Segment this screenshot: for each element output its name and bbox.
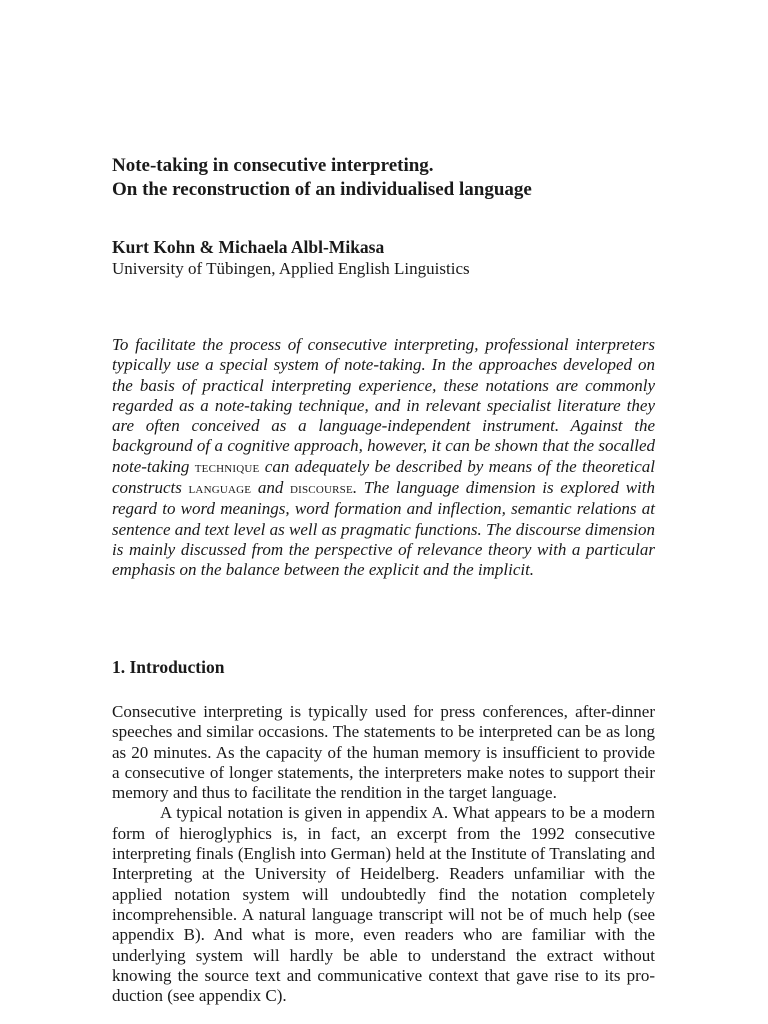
title-line-2: On the reconstruction of an individualised language bbox=[112, 179, 532, 200]
abstract-text-1: To facilitate the process of consecutive interpreting, professional interpreters typically use a special system of note-taking. In the approaches developed on the basis of practical interpreting experience, these notations are commonly regarded as a note-taking technique, and in relevant specialist literature they are often conceived as a language-independent instrument. Against the background of a cognitive approach, however, it can be shown that the socalled note-taking bbox=[112, 335, 655, 476]
paper-title bbox=[112, 154, 655, 202]
abstract-term-language: language bbox=[188, 481, 252, 498]
section-body bbox=[112, 702, 655, 1006]
abstract-text-4: . The language dimension is explored with regard to word meanings, word formation and inflection, semantic relations at sentence and text level as well as pragmatic functions. The discourse dimension is mainly discussed from the perspective of relevance theory with a particular emphasis on the balance between the explicit and the implicit. bbox=[112, 478, 656, 580]
abstract-text-2: can adequately be described by means of the theoretical constructs bbox=[112, 456, 655, 498]
abstract-text-3: and bbox=[251, 478, 290, 498]
paper-authors: Kurt Kohn & Michaela Albl-Mikasa bbox=[112, 237, 385, 257]
abstract-term-technique: technique bbox=[194, 459, 260, 476]
paper-abstract bbox=[112, 335, 655, 581]
section-heading: 1. Introduction bbox=[112, 657, 225, 677]
abstract-term-discourse: discourse bbox=[289, 481, 353, 498]
body-paragraph: A typical notation is given in appendix A. What appears to be a modern form of hieroglyphics is, in fact, an excerpt from the 1992 consecutive interpreting finals (English into German) held at the Institute of Translating and Interpreting at the University of Heidelberg. Readers unfamiliar with the applied notation system will undoubtedly find the notation completely incomprehensible. A natural language transcript will not be of much help (see appendix B). And what is more, even readers who are familiar with the underlying system will hardly be able to understand the extract without knowing the source text and communicative context that gave rise to its production (see appendix C). bbox=[112, 803, 655, 1006]
title-line-1: Note-taking in consecutive interpreting. bbox=[112, 155, 434, 176]
body-paragraph: Consecutive interpreting is typically used for press conferences, after-dinner speeches and similar occasions. The statements to be interpreted can be as long as 20 minutes. As the capacity of the human memory is insufficient to provide a consecutive of longer statements, the interpreters make notes to support their memory and thus to facilitate the rendition in the target language. bbox=[112, 702, 655, 803]
paper-affiliation: University of Tübingen, Applied English Linguistics bbox=[112, 259, 470, 278]
